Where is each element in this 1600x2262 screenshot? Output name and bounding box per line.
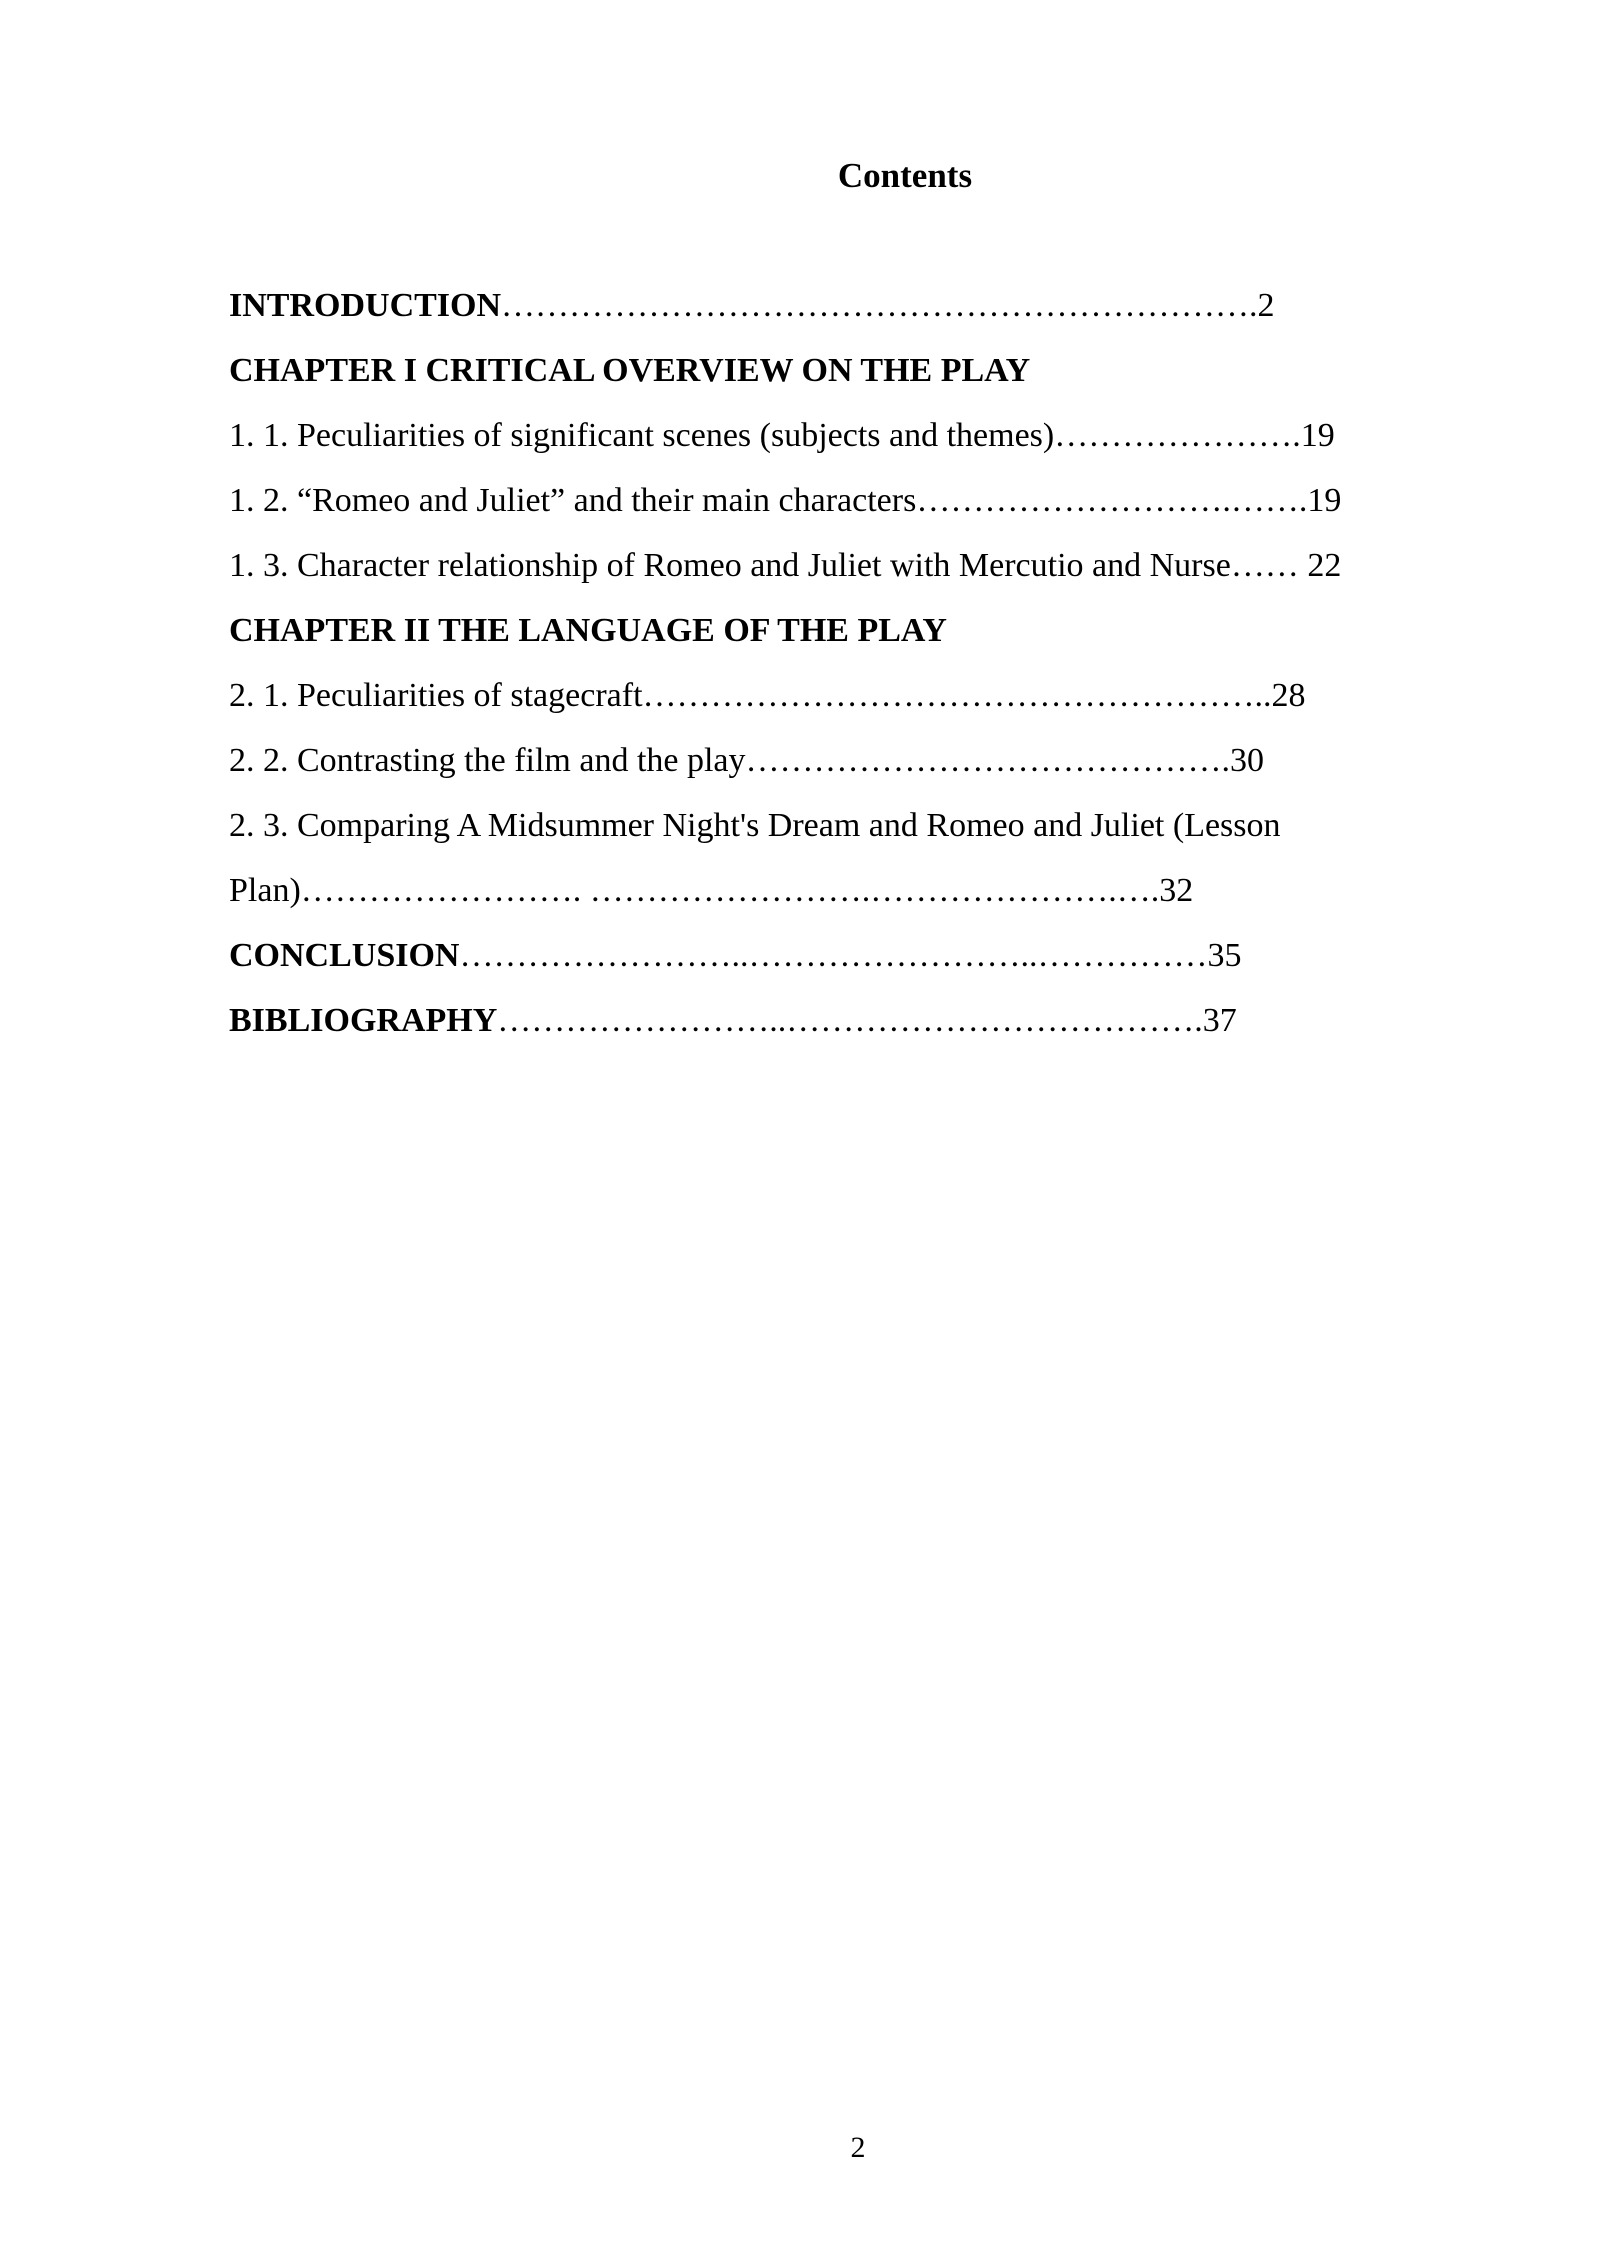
toc-entry-2-3-line2[interactable] xyxy=(229,863,1529,928)
toc-entry-label: 2. 1. Peculiarities of stagecraft xyxy=(229,677,643,714)
toc-entry-2-3-line1[interactable] xyxy=(229,798,1529,863)
toc-entry-label: CONCLUSION xyxy=(229,937,460,974)
toc-page-number: 30 xyxy=(1230,742,1265,779)
toc-entry-bibliography[interactable] xyxy=(229,993,1529,1058)
toc-leader-dots: ……………………………………………….. xyxy=(642,677,1272,714)
toc-leader-dots: …………………………………………………………. xyxy=(501,287,1258,324)
toc-chapter-label: CHAPTER I CRITICAL OVERVIEW ON THE PLAY xyxy=(229,352,1031,389)
toc-entry-1-2[interactable] xyxy=(229,473,1529,538)
toc-entry-1-3[interactable] xyxy=(229,538,1529,603)
toc-leader-dots: ……………………. …………………….………………….… xyxy=(300,872,1151,909)
toc-page-number: .32 xyxy=(1150,872,1194,909)
toc-chapter-1-heading[interactable] xyxy=(229,343,1529,408)
toc-entry-label: 2. 3. Comparing A Midsummer Night's Dream and Romeo and Juliet (Lesson xyxy=(229,807,1281,844)
toc-leader-dots: …………………. xyxy=(1054,417,1301,454)
toc-leader-dots: …… xyxy=(1230,547,1308,584)
toc-chapter-label: CHAPTER II THE LANGUAGE OF THE PLAY xyxy=(229,612,947,649)
toc-entry-label: 1. 2. “Romeo and Juliet” and their main characters xyxy=(229,482,917,519)
toc-page-number: 19 xyxy=(1307,482,1342,519)
toc-entry-label: Plan) xyxy=(229,872,301,909)
toc-entry-label: 2. 2. Contrasting the film and the play xyxy=(229,742,746,779)
toc-entry-introduction[interactable] xyxy=(229,278,1529,343)
toc-leader-dots: ……………………..……………………..…………… xyxy=(459,937,1208,974)
toc-page-number: 37 xyxy=(1202,1002,1237,1039)
toc-entry-label: 1. 1. Peculiarities of significant scenes (subjects and themes) xyxy=(229,417,1055,454)
toc-page-number: 22 xyxy=(1307,547,1342,584)
toc-page-number: 35 xyxy=(1207,937,1242,974)
page-number: 2 xyxy=(850,2131,866,2164)
toc-entry-label: INTRODUCTION xyxy=(229,287,502,324)
toc-page-number: 2 xyxy=(1257,287,1275,324)
toc-page-number: 19 xyxy=(1300,417,1335,454)
toc-entry-2-2[interactable] xyxy=(229,733,1529,798)
table-of-contents xyxy=(229,278,1529,1058)
toc-entry-label: 1. 3. Character relationship of Romeo and Juliet with Mercutio and Nurse xyxy=(229,547,1231,584)
toc-leader-dots: ……………………………………. xyxy=(745,742,1231,779)
toc-chapter-2-heading[interactable] xyxy=(229,603,1529,668)
page-title: Contents xyxy=(837,156,973,195)
toc-entry-label: BIBLIOGRAPHY xyxy=(229,1002,498,1039)
toc-entry-1-1[interactable] xyxy=(229,408,1529,473)
toc-leader-dots: ……………………..………………………………. xyxy=(497,1002,1203,1039)
toc-entry-2-1[interactable] xyxy=(229,668,1529,733)
toc-leader-dots: ……………………….……. xyxy=(916,482,1308,519)
toc-entry-conclusion[interactable] xyxy=(229,928,1529,993)
toc-page-number: 28 xyxy=(1271,677,1306,714)
